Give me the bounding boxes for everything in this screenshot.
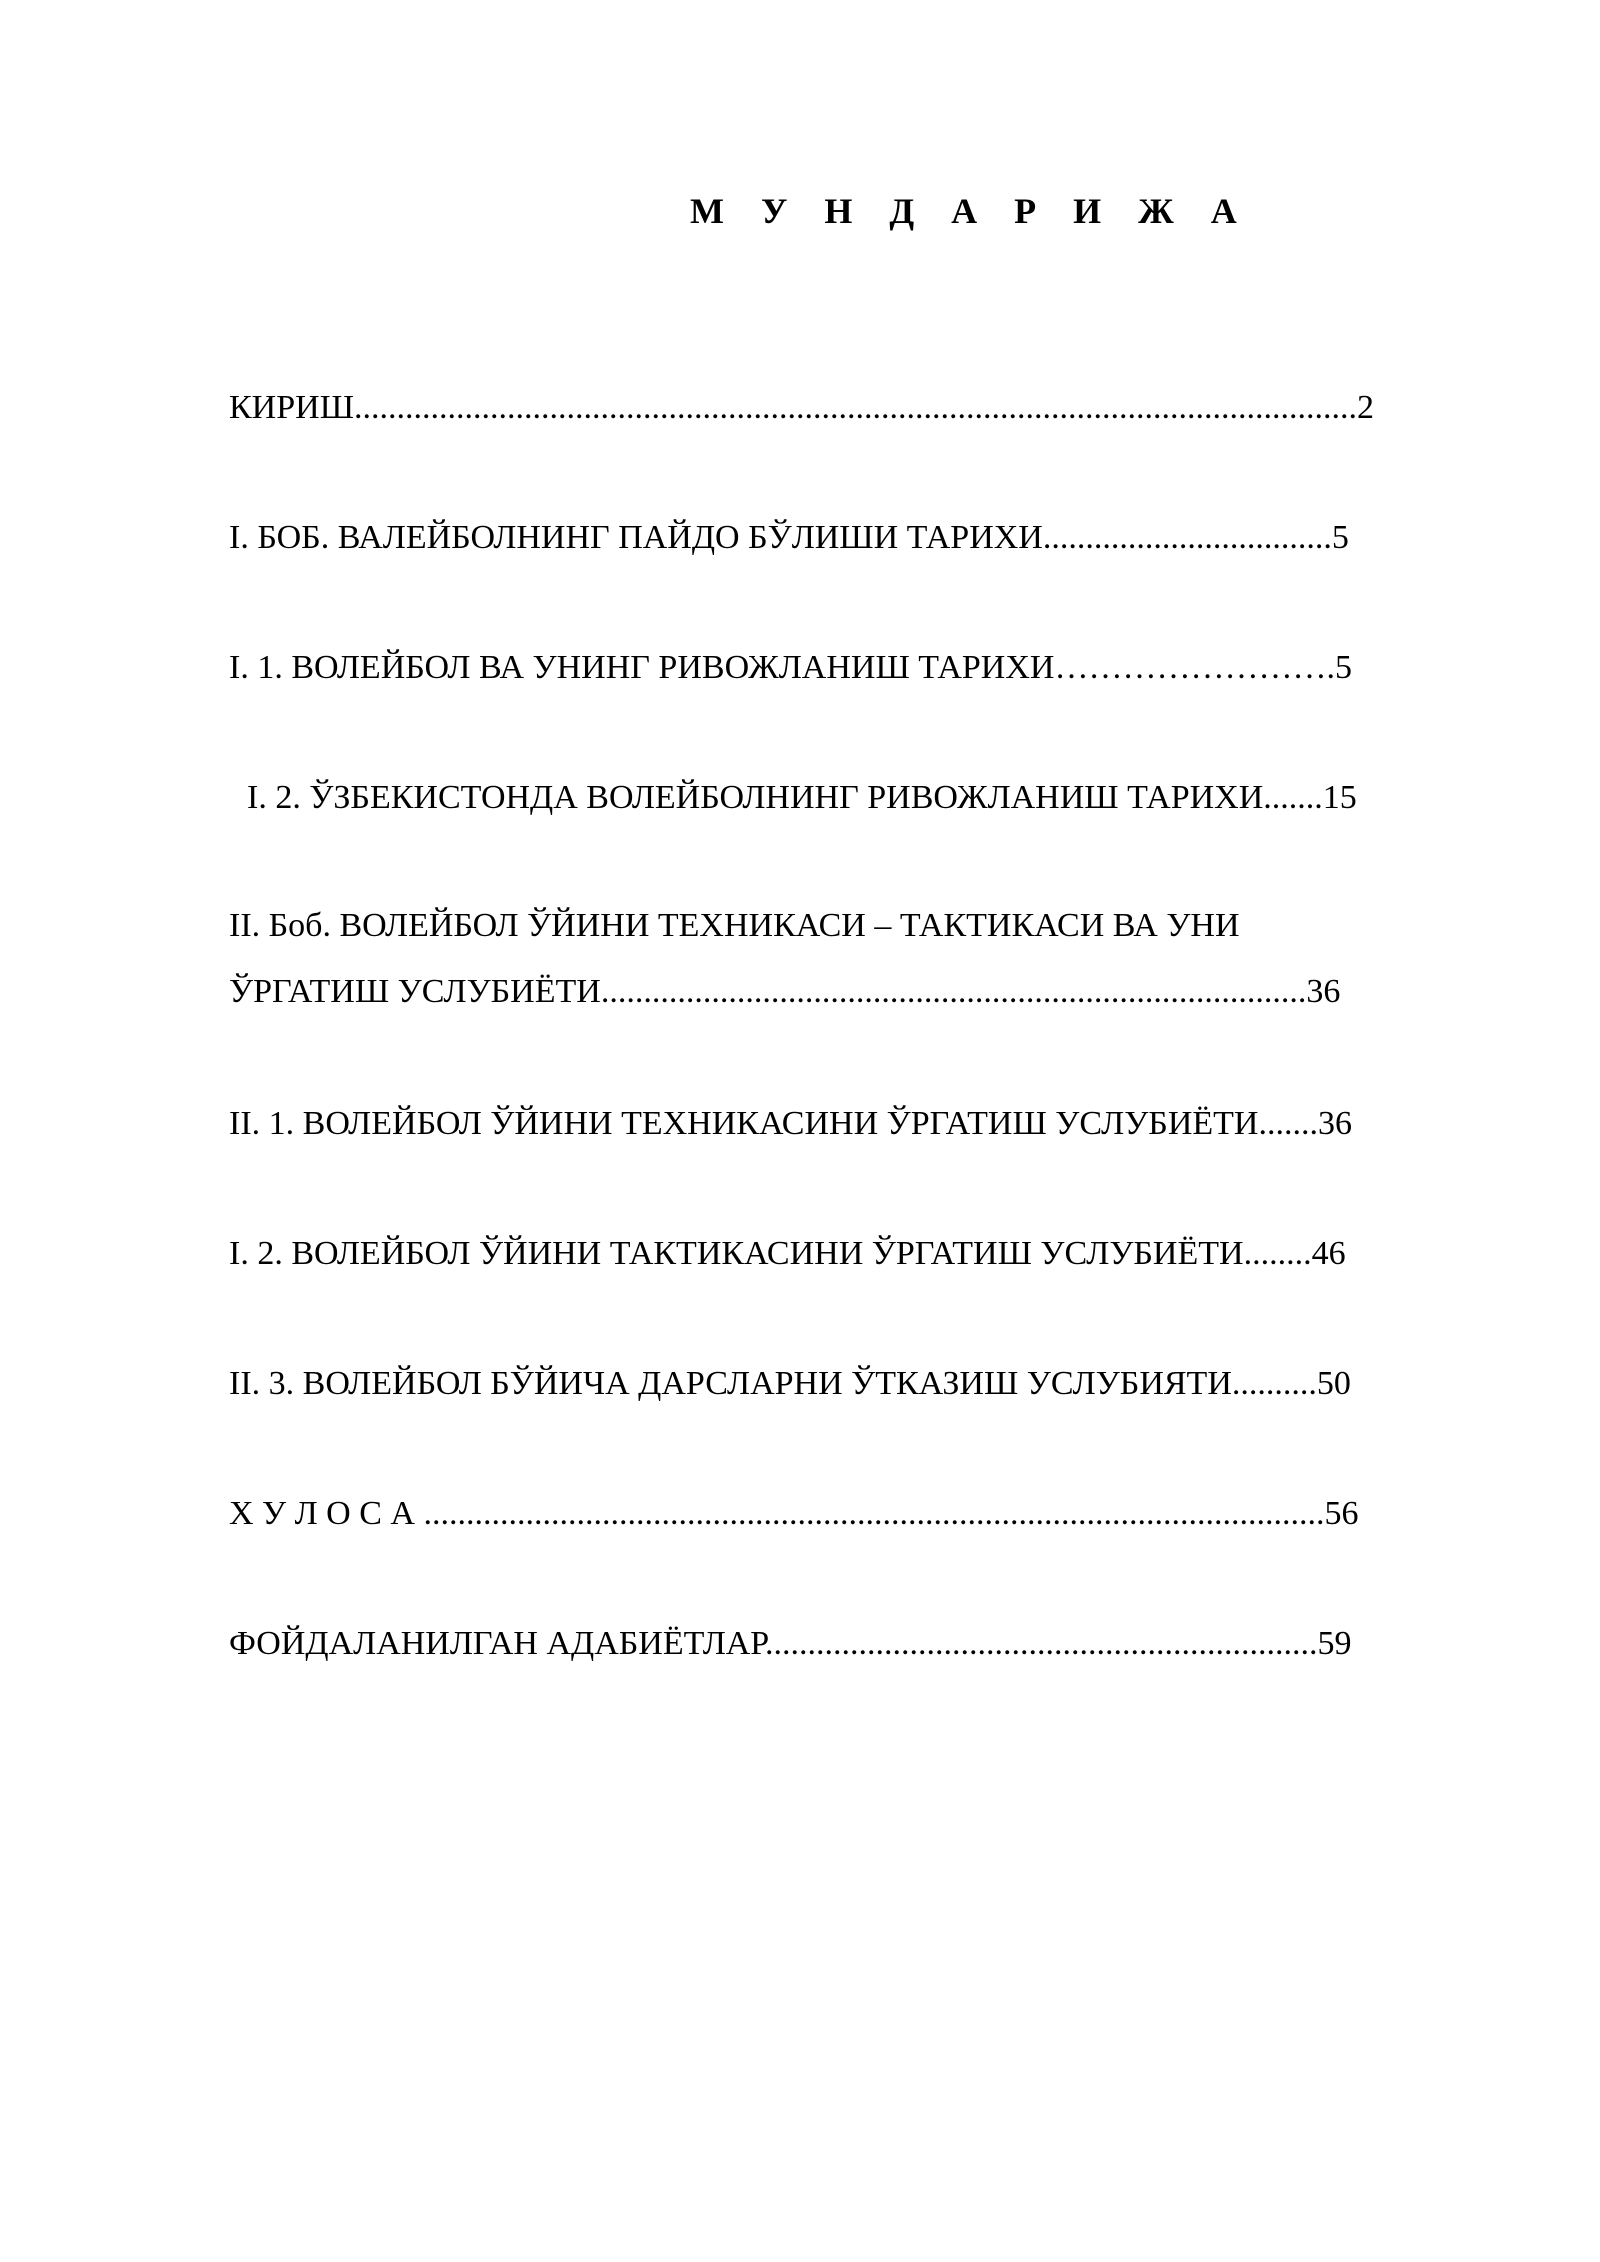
toc-entry: I. 2. ВОЛЕЙБОЛ ЎЙИНИ ТАКТИКАСИНИ ЎРГАТИШ УСЛУБИЁТИ........46 xyxy=(229,1235,1346,1272)
page-title: М У Н Д А Р И Ж А xyxy=(690,191,1251,231)
title-row xyxy=(0,190,1600,240)
toc-entry: II. 3. ВОЛЕЙБОЛ БЎЙИЧА ДАРСЛАРНИ ЎТКАЗИШ УСЛУБИЯТИ..........50 xyxy=(229,1365,1351,1402)
toc-entry: Х У Л О С А ..........................................................................................................56 xyxy=(229,1495,1359,1532)
toc-entry: II. 1. ВОЛЕЙБОЛ ЎЙИНИ ТЕХНИКАСИНИ ЎРГАТИШ УСЛУБИЁТИ.......36 xyxy=(229,1105,1352,1142)
toc-entry: I. БОБ. ВАЛЕЙБОЛНИНГ ПАЙДО БЎЛИШИ ТАРИХИ..................................5 xyxy=(229,519,1349,556)
toc-entry: II. Боб. ВОЛЕЙБОЛ ЎЙИНИ ТЕХНИКАСИ – ТАКТИКАСИ ВА УНИ xyxy=(229,907,1240,944)
toc-entry: I. 1. ВОЛЕЙБОЛ ВА УНИНГ РИВОЖЛАНИШ ТАРИХИ…………………….5 xyxy=(229,649,1352,686)
toc-entry: ЎРГАТИШ УСЛУБИЁТИ...................................................................................36 xyxy=(229,973,1341,1010)
toc-entry: ФОЙДАЛАНИЛГАН АДАБИЁТЛАР.................................................................59 xyxy=(229,1625,1352,1662)
toc-entry: I. 2. ЎЗБЕКИСТОНДА ВОЛЕЙБОЛНИНГ РИВОЖЛАНИШ ТАРИХИ.......15 xyxy=(247,779,1357,816)
toc-entry: КИРИШ......................................................................................................................2 xyxy=(229,389,1374,426)
